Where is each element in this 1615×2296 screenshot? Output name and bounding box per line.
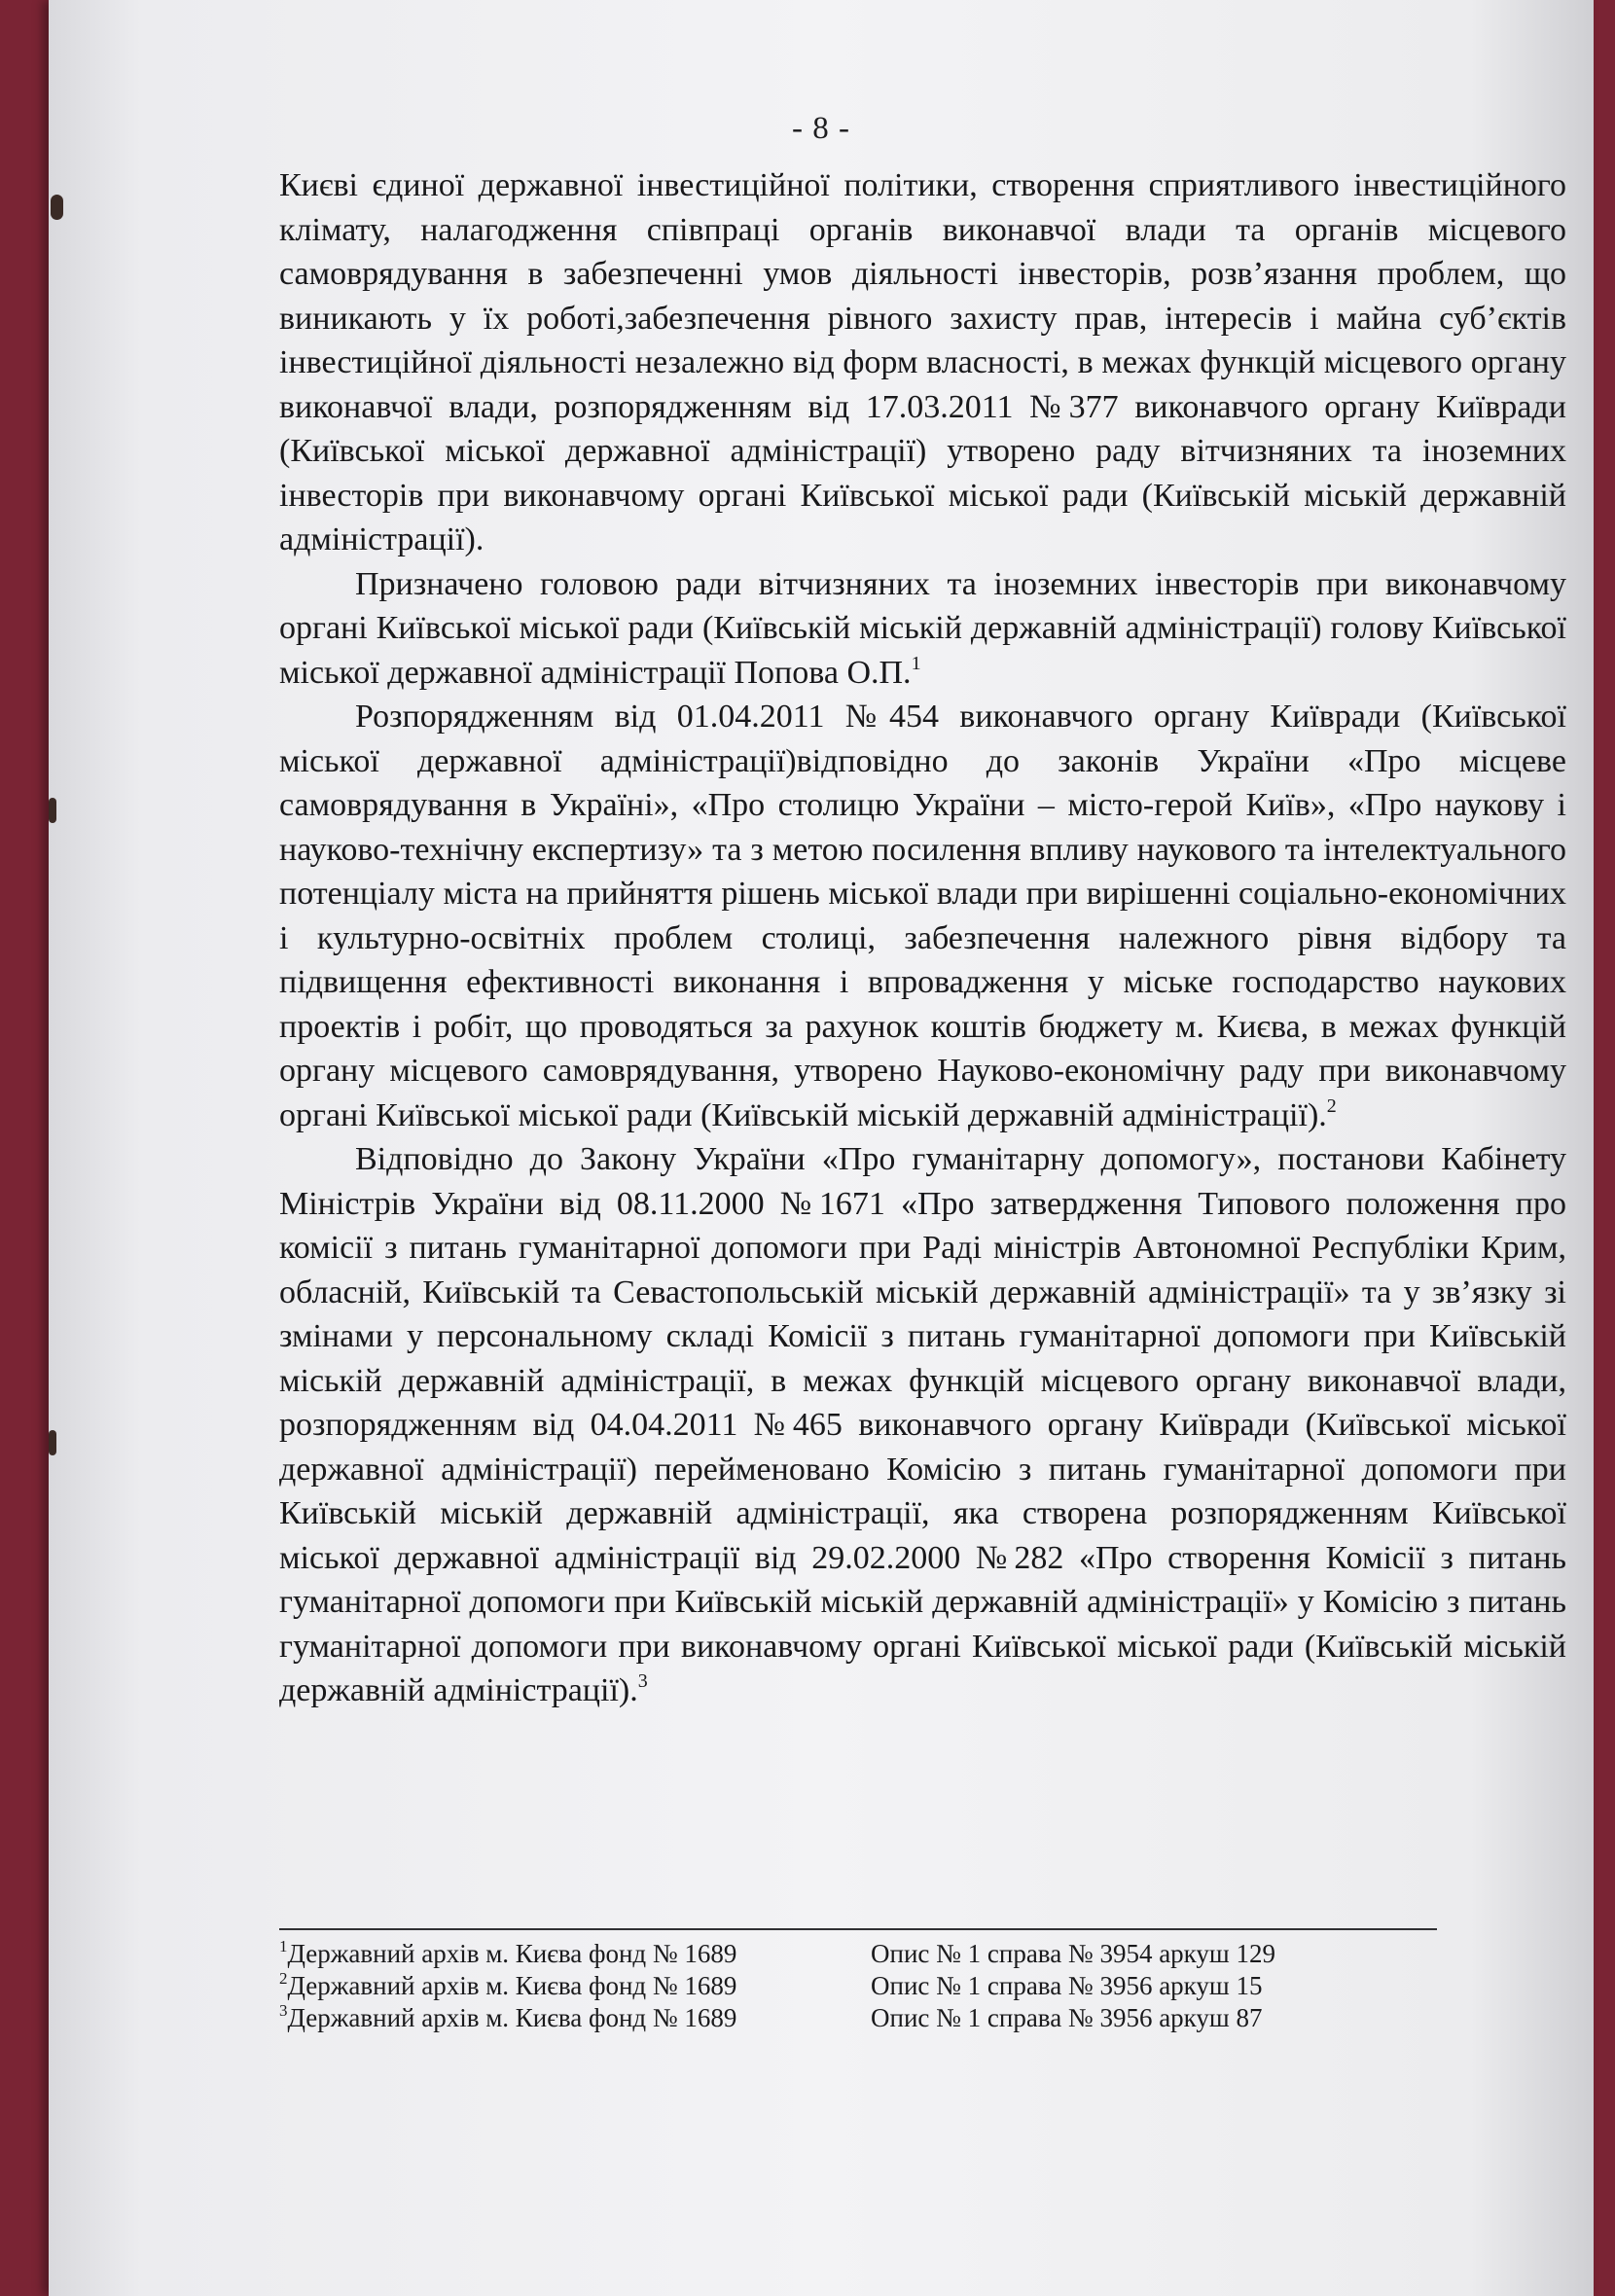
document-page [49,0,1594,2296]
body-text [279,163,1566,1713]
paragraph [279,163,1566,562]
footnote-record: Опис № 1 справа № 3954 аркуш 129 [871,1939,1275,1968]
footnote-number: 1 [279,1937,288,1955]
paragraph-text: Призначено головою ради вітчизняних та іноземних інвесторів при виконавчому органі Київської міської ради (Київській міській державній адміністрації) голову Київської міської державної адміністрації Попова О.П. [279,565,1566,691]
page-number: - 8 - [792,111,850,146]
footnote-number: 2 [279,1969,288,1988]
footnote-reference: 1 [911,652,921,674]
paragraph-text: Відповідно до Закону України «Про гуманітарну допомогу», постанови Кабінету Міністрів України від 08.11.2000 №1671 «Про затвердження Типового положення про комісії з питань гуманітарної допомоги при Раді міністрів Автономної Республіки Крим, обласній, Київській та Севастопольській міській державній адміністрації» та у зв’язку зі змінами у персональному складі Комісії з питань гуманітарної допомоги при Київській міській державній адміністрації, в межах функцій місцевого органу виконавчої влади, розпорядженням від 04.04.2011 №465 виконавчого органу Київради (Київської міської державної адміністрації) перейменовано Комісію з питань гуманітарної допомоги при Київській міській державній адміністрації, яка створена розпорядженням Київської міської державної адміністрації від 29.02.2000 №282 «Про створення Комісії з питань гуманітарної допомоги при Київській міській державній адміністрації» у Комісію з питань гуманітарної допомоги при виконавчому органі Київської міської ради (Київській міській державній адміністрації). [279,1141,1566,1708]
paragraph [279,562,1566,696]
paragraph-text: Києві єдиної державної інвестиційної політики, створення сприятливого інвестиційного клімату, налагодження співпраці органів виконавчої влади та органів місцевого самоврядування в забезпеченні умов діяльності інвесторів, розв’язання проблем, що виникають у їх роботі,забезпечення рівного захисту прав, інтересів і майна суб’єктів інвестиційної діяльності незалежно від форм власності, в межах функцій місцевого органу виконавчої влади, розпорядженням від 17.03.2011 №377 виконавчого органу Київради (Київської міської державної адміністрації) утворено раду вітчизняних та іноземних інвесторів при виконавчому органі Київської міської ради (Київській міській державній адміністрації). [279,167,1566,557]
footnote-reference: 3 [637,1670,648,1692]
footnote [279,1970,1447,2002]
footnote-record: Опис № 1 справа № 3956 аркуш 87 [871,2003,1263,2032]
paragraph-text: Розпорядженням від 01.04.2011 №454 виконавчого органу Київради (Київської міської державної адміністрації)відповідно до законів України «Про місцеве самоврядування в Україні», «Про столицю України – місто-герой Київ», «Про наукову і науково-технічну експертизу» та з метою посилення впливу наукового та інтелектуального потенціалу міста на прийняття рішень міської влади при вирішенні соціально-економічних і культурно-освітніх проблем столиці, забезпечення належного рівня відбору та підвищення ефективності виконання і впровадження у міське господарство наукових проектів і робіт, що проводяться за рахунок коштів бюджету м. Києва, в межах функцій органу місцевого самоврядування, утворено Науково-економічну раду при виконавчому органі Київської міської ради (Київській міській державній адміністрації). [279,699,1566,1133]
paragraph [279,695,1566,1137]
footnotes [279,1938,1447,2034]
footnote-reference: 2 [1326,1094,1337,1117]
paragraph [279,1137,1566,1713]
footnote-record: Опис № 1 справа № 3956 аркуш 15 [871,1971,1263,2000]
footnote-divider [279,1928,1437,1930]
footnote-archive: Державний архів м. Києва фонд № 1689 [287,1971,737,2000]
footnote-archive: Державний архів м. Києва фонд № 1689 [287,2003,737,2032]
footnote-archive: Державний архів м. Києва фонд № 1689 [287,1939,737,1968]
footnote [279,1938,1447,1970]
footnote [279,2002,1447,2034]
punch-hole [49,798,56,823]
footnote-number: 3 [279,2001,288,2020]
punch-hole [51,195,63,220]
punch-hole [49,1430,56,1455]
